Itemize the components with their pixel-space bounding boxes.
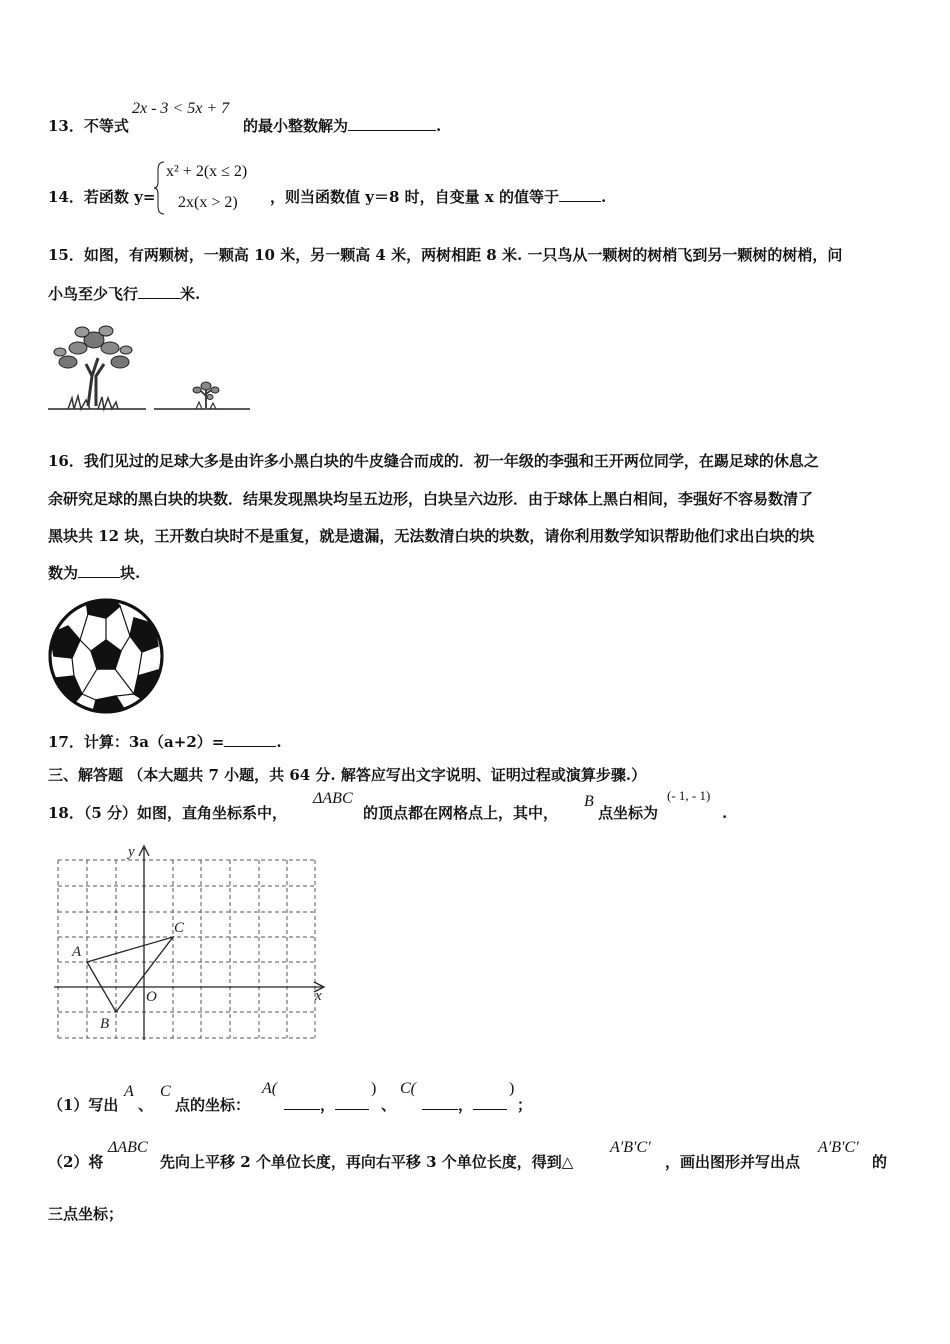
q14-question-start: 14．若函数 y= — [48, 188, 156, 206]
q16-line-1: 16．我们见过的足球大多是由许多小黑白块的牛皮缝合而成的．初一年级的李强和王开两位同学，在踢足球的休息之 — [48, 452, 819, 470]
q18-b-coordinate: (- 1, - 1) — [667, 788, 711, 803]
part1-a-open: A( — [262, 1080, 278, 1097]
part1-c-close: ) — [509, 1080, 515, 1097]
triangle-abc — [87, 937, 173, 1012]
q17-question: 17．计算：3a（a+2）= . — [48, 733, 282, 751]
q14-case-2: 2x(x > 2) — [178, 194, 238, 211]
q14-question-end: ，则当函数值 y＝8 时，自变量 x 的值等于 . — [270, 188, 607, 206]
q18-question-mid: 的顶点都在网格点上，其中， — [363, 804, 559, 822]
part2-label: （2）将 — [48, 1153, 104, 1171]
part1-cx-blank[interactable] — [422, 1095, 458, 1110]
part1-dun: 、 — [381, 1096, 397, 1114]
part2-mid: 先向上平移 2 个单位长度，再向右平移 3 个单位长度，得到△ — [160, 1153, 574, 1171]
origin-label: O — [146, 989, 157, 1005]
part2-line-2: 三点坐标； — [48, 1205, 124, 1223]
point-label-b: B — [100, 1016, 110, 1032]
part1-separator: 、 — [138, 1096, 154, 1114]
part2-mid2: ，画出图形并写出点 — [665, 1153, 801, 1171]
q15-line-1: 15．如图，有两颗树，一颗高 10 米，另一颗高 4 米，两树相距 8 米. 一只鸟从一颗树的树梢飞到另一颗树的树梢，问 — [48, 246, 843, 264]
part1-label: （1）写出 — [48, 1096, 119, 1114]
part1-c-blanks: ， — [422, 1095, 507, 1115]
q14-brace — [154, 160, 166, 216]
q18-point-b: B — [584, 793, 594, 810]
q18-question-start: 18．（5 分）如图，直角坐标系中， — [48, 804, 288, 822]
q16-answer-blank[interactable] — [78, 563, 120, 578]
axis-label-x: x — [315, 988, 322, 1004]
q18-question-post: 点坐标为 — [598, 804, 659, 822]
part2-triangle-abc: ΔABC — [108, 1139, 148, 1156]
section-3-heading: 三、解答题 （本大题共 7 小题，共 64 分. 解答应写出文字说明、证明过程或演算步骤.） — [48, 766, 647, 784]
q14-case-1: x² + 2(x ≤ 2) — [166, 163, 248, 180]
part1-point-c: C — [160, 1083, 171, 1100]
q18-triangle-abc: ΔABC — [313, 790, 353, 807]
part2-triangle-prime-2: A′B′C′ — [818, 1139, 859, 1156]
part1-cy-blank[interactable] — [473, 1095, 507, 1110]
q13-number: 13．不等式 — [48, 117, 129, 135]
part1-mid: 点的坐标： — [175, 1096, 251, 1114]
part1-a-blanks: ， — [284, 1095, 369, 1115]
part1-c-open: C( — [400, 1080, 416, 1097]
q17-answer-blank[interactable] — [224, 732, 276, 747]
q15-line-2: 小鸟至少飞行 米. — [48, 285, 201, 303]
trees-illustration — [46, 318, 256, 413]
part1-end: ； — [517, 1096, 533, 1114]
q18-end: . — [722, 804, 728, 822]
q15-answer-blank[interactable] — [138, 284, 180, 299]
q16-line-4: 数为 块. — [48, 564, 141, 582]
coordinate-grid — [50, 840, 340, 1045]
q13-answer-blank[interactable] — [348, 116, 436, 131]
q13-inequality: 2x - 3 < 5x + 7 — [132, 100, 230, 117]
q13-prefix: 不等式 — [83, 117, 129, 135]
part1-ay-blank[interactable] — [335, 1095, 369, 1110]
axis-label-y: y — [128, 844, 135, 860]
point-label-a: A — [72, 944, 82, 960]
part2-triangle-prime-1: A′B′C′ — [610, 1139, 651, 1156]
part1-a-close: ) — [371, 1080, 377, 1097]
q13-question: 的最小整数解为 . — [243, 117, 442, 135]
part1-point-a: A — [124, 1083, 134, 1100]
soccer-ball-illustration — [46, 596, 166, 716]
q16-line-3: 黑块共 12 块，王开数白块时不是重复，就是遗漏，无法数清白块的块数，请你利用数学知识帮助他们求出白块的块 — [48, 527, 815, 545]
q14-answer-blank[interactable] — [559, 187, 601, 202]
point-label-c: C — [174, 920, 185, 936]
q16-line-2: 余研究足球的黑白块的块数．结果发现黑块均呈五边形，白块呈六边形．由于球体上黑白相间，李强好不容易数清了 — [48, 490, 814, 508]
part2-end: 的 — [872, 1153, 888, 1171]
part1-ax-blank[interactable] — [284, 1095, 320, 1110]
